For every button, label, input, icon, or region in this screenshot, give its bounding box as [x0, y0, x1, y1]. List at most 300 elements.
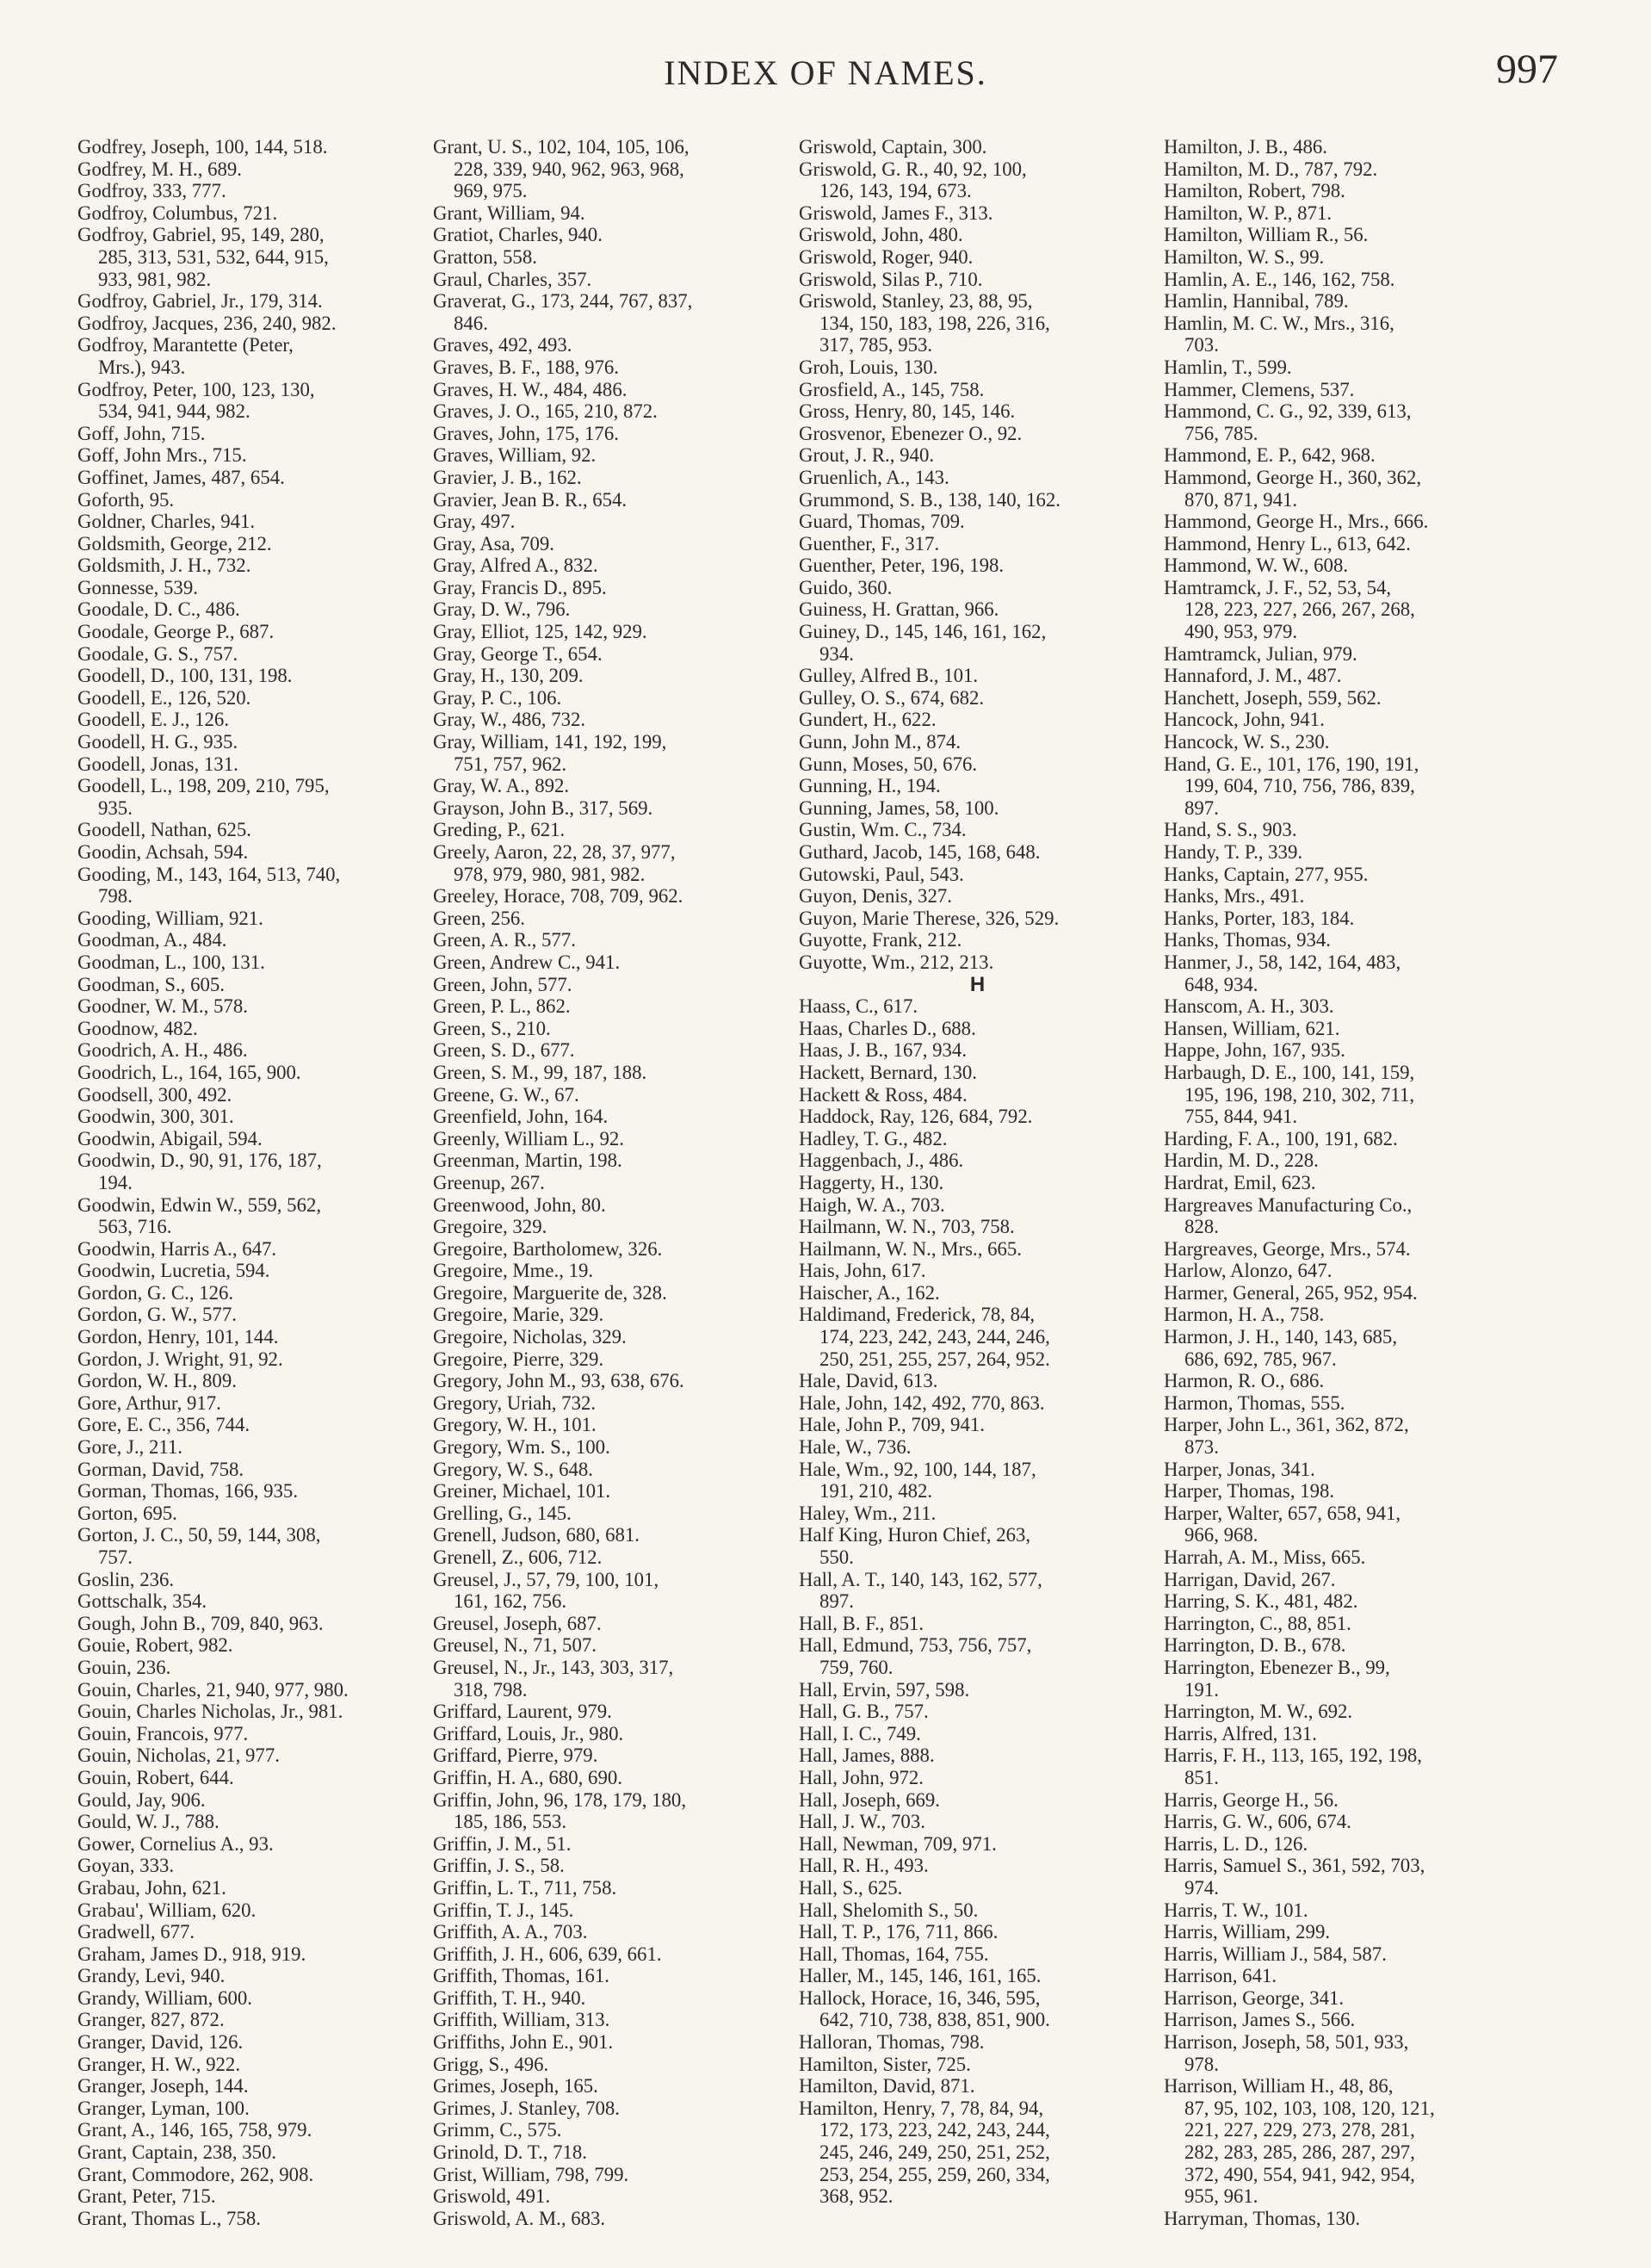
entry-line: Gordon, Henry, 101, 144.	[77, 1326, 279, 1348]
entry-line: Hamlin, A. E., 146, 162, 758.	[1164, 268, 1395, 290]
entry-continuation: 550.	[819, 1546, 854, 1568]
entry-line: Gregory, W. S., 648.	[433, 1458, 593, 1480]
entry-line: Grant, Peter, 715.	[77, 2185, 216, 2208]
entry-line: Grelling, G., 145.	[433, 1502, 572, 1524]
entry-line: Hamlin, M. C. W., Mrs., 316,	[1164, 312, 1394, 334]
index-entry	[1164, 709, 1521, 731]
entry-line: Gray, D. W., 796.	[433, 598, 571, 621]
entry-line: Hanchett, Joseph, 559, 562.	[1164, 686, 1382, 709]
index-entry	[433, 1128, 790, 1150]
entry-line: Hanks, Mrs., 491.	[1164, 885, 1305, 908]
entry-line: Griswold, A. M., 683.	[433, 2207, 606, 2229]
entry-line: Harper, Jonas, 341.	[1164, 1458, 1315, 1480]
index-entry	[77, 1106, 435, 1128]
index-entry	[433, 1524, 790, 1546]
index-entry	[1164, 841, 1521, 864]
entry-line: Hanks, Captain, 277, 955.	[1164, 863, 1369, 885]
entry-line: Happe, John, 167, 935.	[1164, 1039, 1345, 1062]
index-entry	[433, 2075, 790, 2098]
index-entry	[1164, 643, 1521, 666]
entry-line: Green, S. D., 677.	[433, 1039, 575, 1062]
index-entry	[1164, 2031, 1521, 2075]
index-entry	[799, 1524, 1156, 1568]
entry-line: Godfroy, Marantette (Peter,	[77, 334, 294, 356]
index-entry	[799, 2031, 1156, 2054]
entry-continuation: 191, 210, 482.	[819, 1480, 933, 1503]
index-entry	[1164, 577, 1521, 643]
entry-line: Green, 256.	[433, 907, 525, 929]
index-entry	[433, 269, 790, 291]
entry-line: Gross, Henry, 80, 145, 146.	[799, 400, 1016, 423]
entry-continuation: 253, 254, 255, 259, 260, 334,	[819, 2163, 1050, 2185]
entry-continuation: 318, 798.	[454, 1678, 528, 1701]
entry-line: Greusel, J., 57, 79, 100, 101,	[433, 1568, 659, 1590]
index-entry	[433, 444, 790, 467]
entry-line: Hanks, Thomas, 934.	[1164, 929, 1331, 951]
entry-continuation: 873.	[1184, 1436, 1219, 1459]
index-entry	[1164, 951, 1521, 995]
entry-continuation: 755, 844, 941.	[1184, 1106, 1298, 1128]
entry-line: Graves, William, 92.	[433, 444, 597, 467]
entry-line: Haldimand, Frederick, 78, 84,	[799, 1304, 1036, 1326]
entry-line: Grant, William, 94.	[433, 201, 585, 224]
entry-line: Haddock, Ray, 126, 684, 792.	[799, 1106, 1033, 1128]
entry-line: Harmon, Thomas, 555.	[1164, 1391, 1345, 1414]
index-entry	[799, 1899, 1156, 1922]
index-entry	[77, 1723, 435, 1745]
index-entry	[433, 1767, 790, 1789]
entry-line: Griffin, H. A., 680, 690.	[433, 1766, 622, 1788]
index-entry	[799, 1723, 1156, 1745]
index-entry	[433, 1282, 790, 1304]
index-entry	[433, 555, 790, 577]
index-entry	[77, 1018, 435, 1040]
index-entry	[77, 1436, 435, 1459]
entry-line: Gunn, John M., 874.	[799, 731, 962, 753]
index-entry	[77, 2208, 435, 2230]
index-entry	[77, 775, 435, 819]
index-entry	[77, 2119, 435, 2141]
index-entry	[1164, 1613, 1521, 1635]
entry-line: Godfroy, Jacques, 236, 240, 982.	[77, 312, 337, 334]
index-entry	[77, 1238, 435, 1261]
entry-line: Graves, B. F., 188, 976.	[433, 356, 620, 378]
entry-line: Gray, Asa, 709.	[433, 532, 554, 555]
entry-line: Goffinet, James, 487, 654.	[77, 466, 285, 488]
index-entry	[433, 1657, 790, 1701]
entry-line: Harper, Thomas, 198.	[1164, 1480, 1335, 1503]
entry-line: Gordon, G. W., 577.	[77, 1304, 237, 1326]
index-entry	[77, 180, 435, 202]
entry-line: Gradwell, 677.	[77, 1921, 195, 1943]
entry-line: Griswold, James F., 313.	[799, 201, 993, 224]
index-entry	[433, 775, 790, 797]
entry-line: Gonnesse, 539.	[77, 576, 198, 598]
entry-continuation: 934.	[819, 642, 854, 665]
entry-line: Guiney, D., 145, 146, 161, 162,	[799, 621, 1047, 643]
entry-continuation: 285, 313, 531, 532, 644, 915,	[98, 245, 329, 268]
index-entry	[433, 334, 790, 356]
index-entry	[433, 1149, 790, 1172]
index-entry	[433, 621, 790, 643]
index-entry	[799, 444, 1156, 467]
index-entry	[77, 1260, 435, 1282]
section-letter	[799, 974, 1156, 996]
index-entry	[1164, 1744, 1521, 1788]
entry-line: Godfroy, Columbus, 721.	[77, 201, 278, 224]
index-entry	[433, 1084, 790, 1106]
index-entry	[799, 356, 1156, 379]
entry-line: Gouin, Francois, 977.	[77, 1722, 249, 1744]
entry-continuation: 282, 283, 285, 286, 287, 297,	[1184, 2141, 1415, 2164]
index-entry	[77, 2141, 435, 2164]
index-entry	[433, 731, 790, 775]
entry-line: Hale, John P., 709, 941.	[799, 1414, 985, 1436]
entry-continuation: 174, 223, 242, 243, 244, 246,	[819, 1326, 1050, 1348]
entry-line: Granger, David, 126.	[77, 2031, 244, 2054]
entry-line: Guiness, H. Grattan, 966.	[799, 598, 999, 621]
index-entry	[1164, 180, 1521, 202]
index-entry	[77, 1480, 435, 1503]
index-column-2	[433, 136, 790, 2229]
entry-line: Harrison, William H., 48, 86,	[1164, 2075, 1394, 2098]
entry-line: Godfroy, 333, 777.	[77, 180, 226, 202]
index-entry	[77, 1304, 435, 1326]
entry-line: Hamilton, J. B., 486.	[1164, 136, 1327, 158]
entry-line: Goodwin, 300, 301.	[77, 1106, 234, 1128]
index-entry	[77, 2164, 435, 2186]
index-entry	[433, 1855, 790, 1877]
index-entry	[77, 1128, 435, 1150]
index-entry	[799, 467, 1156, 489]
entry-line: Griffin, J. M., 51.	[433, 1832, 572, 1855]
index-entry	[799, 423, 1156, 445]
index-entry	[1164, 1833, 1521, 1856]
entry-line: Goodell, Nathan, 625.	[77, 819, 251, 841]
entry-line: Goodell, L., 198, 209, 210, 795,	[77, 775, 330, 797]
index-entry	[77, 1965, 435, 1987]
index-entry	[799, 246, 1156, 269]
index-entry	[799, 224, 1156, 246]
entry-line: Griffin, John, 96, 178, 179, 180,	[433, 1788, 687, 1811]
index-entry	[799, 1304, 1156, 1370]
index-entry	[77, 1634, 435, 1657]
entry-line: Hall, Shelomith S., 50.	[799, 1899, 979, 1921]
index-entry	[799, 158, 1156, 202]
entry-line: Goodsell, 300, 492.	[77, 1083, 232, 1106]
index-entry	[1164, 290, 1521, 313]
entry-line: Gooding, William, 921.	[77, 907, 263, 929]
index-entry	[799, 1921, 1156, 1943]
index-entry	[799, 1414, 1156, 1436]
entry-continuation: 870, 871, 941.	[1184, 488, 1298, 511]
index-entry	[77, 1370, 435, 1392]
index-entry	[433, 709, 790, 731]
index-entry	[1164, 819, 1521, 841]
entry-line: Grabau', William, 620.	[77, 1899, 257, 1921]
entry-line: Harris, Alfred, 131.	[1164, 1722, 1317, 1744]
entry-line: Hall, G. B., 757.	[799, 1701, 929, 1723]
index-entry	[433, 356, 790, 379]
entry-line: Harmon, H. A., 758.	[1164, 1304, 1325, 1326]
index-entry	[77, 1899, 435, 1922]
entry-line: Griswold, Silas P., 710.	[799, 268, 983, 290]
index-entry	[433, 908, 790, 930]
entry-line: Grummond, S. B., 138, 140, 162.	[799, 488, 1060, 511]
entry-line: Greusel, N., Jr., 143, 303, 317,	[433, 1656, 674, 1678]
entry-continuation: 372, 490, 554, 941, 942, 954,	[1184, 2163, 1415, 2185]
entry-line: Harrington, D. B., 678.	[1164, 1634, 1346, 1657]
entry-line: Gregoire, Nicholas, 329.	[433, 1326, 627, 1348]
index-entry	[433, 797, 790, 820]
entry-line: Gouin, Charles, 21, 940, 977, 980.	[77, 1678, 349, 1701]
entry-continuation: 245, 246, 249, 250, 251, 252,	[819, 2141, 1050, 2164]
entry-line: Goff, John Mrs., 715.	[77, 444, 247, 467]
index-entry	[799, 1084, 1156, 1106]
index-entry	[1164, 1723, 1521, 1745]
index-entry	[77, 423, 435, 445]
index-entry	[433, 1436, 790, 1459]
index-entry	[77, 1590, 435, 1613]
entry-continuation: 969, 975.	[454, 180, 528, 202]
index-entry	[77, 1657, 435, 1679]
entry-line: Hall, Newman, 709, 971.	[799, 1832, 997, 1855]
index-entry	[1164, 1194, 1521, 1238]
index-entry	[77, 1701, 435, 1723]
index-entry	[433, 1370, 790, 1392]
entry-line: Granger, H. W., 922.	[77, 2053, 241, 2075]
entry-line: Gregoire, Mme., 19.	[433, 1260, 594, 1282]
entry-line: Greely, Aaron, 22, 28, 37, 977,	[433, 841, 676, 863]
index-entry	[1164, 1018, 1521, 1040]
index-entry	[799, 1106, 1156, 1128]
entry-line: Goodale, George P., 687.	[77, 621, 275, 643]
index-entry	[77, 665, 435, 687]
entry-line: Griffith, A. A., 703.	[433, 1921, 588, 1943]
index-entry	[1164, 1370, 1521, 1392]
index-entry	[77, 1987, 435, 2010]
entry-continuation: 756, 785.	[1184, 422, 1258, 444]
entry-line: Griffith, J. H., 606, 639, 661.	[433, 1943, 662, 1965]
index-entry	[77, 1943, 435, 1966]
entry-line: Grenell, Z., 606, 712.	[433, 1546, 603, 1568]
index-entry	[1164, 444, 1521, 467]
entry-line: Hamlin, Hannibal, 789.	[1164, 290, 1349, 313]
entry-line: Goodell, D., 100, 131, 198.	[77, 665, 293, 687]
index-entry	[799, 511, 1156, 533]
index-entry	[77, 1149, 435, 1193]
index-entry	[77, 1833, 435, 1856]
entry-line: Hammond, George H., 360, 362,	[1164, 466, 1422, 488]
entry-line: Hall, S., 625.	[799, 1876, 903, 1899]
entry-line: Green, A. R., 577.	[433, 929, 576, 951]
entry-line: Harbaugh, D. E., 100, 141, 159,	[1164, 1061, 1415, 1083]
index-entry	[799, 1634, 1156, 1678]
entry-line: Grabau, John, 621.	[77, 1876, 226, 1899]
index-entry	[77, 379, 435, 423]
index-entry	[77, 2054, 435, 2076]
entry-line: Gordon, W. H., 809.	[77, 1370, 237, 1392]
index-entry	[433, 1613, 790, 1635]
index-entry	[77, 1392, 435, 1415]
index-entry	[433, 1106, 790, 1128]
index-entry	[799, 1877, 1156, 1899]
entry-line: Guard, Thomas, 709.	[799, 511, 965, 533]
entry-line: Goldsmith, George, 212.	[77, 532, 272, 555]
entry-line: Goodwin, Lucretia, 594.	[77, 1260, 270, 1282]
entry-line: Hailmann, W. N., Mrs., 665.	[799, 1237, 1022, 1260]
entry-line: Grimes, Joseph, 165.	[433, 2075, 598, 2098]
entry-line: Goyan, 333.	[77, 1855, 175, 1877]
index-entry	[433, 995, 790, 1018]
entry-line: Gregoire, Marie, 329.	[433, 1304, 604, 1326]
entry-line: Graverat, G., 173, 244, 767, 837,	[433, 290, 693, 313]
index-entry	[1164, 1459, 1521, 1481]
entry-line: Gulley, Alfred B., 101.	[799, 665, 979, 687]
entry-line: Gould, W. J., 788.	[77, 1811, 220, 1833]
entry-line: Harrison, 641.	[1164, 1965, 1277, 1987]
entry-line: Goslin, 236.	[77, 1568, 175, 1590]
entry-line: Hadley, T. G., 482.	[799, 1127, 948, 1149]
entry-continuation: Mrs.), 943.	[98, 356, 186, 378]
entry-line: Haischer, A., 162.	[799, 1281, 940, 1304]
entry-line: Hanmer, J., 58, 142, 164, 483,	[1164, 951, 1401, 973]
index-entry	[799, 379, 1156, 401]
entry-line: Hall, T. P., 176, 711, 866.	[799, 1921, 999, 1943]
entry-line: Gorton, J. C., 50, 59, 144, 308,	[77, 1524, 321, 1546]
index-entry	[799, 577, 1156, 599]
index-entry	[1164, 885, 1521, 908]
entry-line: Griffard, Laurent, 979.	[433, 1701, 612, 1723]
entry-line: Hackett & Ross, 484.	[799, 1083, 968, 1106]
entry-line: Green, Andrew C., 941.	[433, 951, 621, 973]
entry-line: Goodell, E. J., 126.	[77, 709, 230, 731]
entry-line: Hamilton, W. S., 99.	[1164, 245, 1325, 268]
index-entry	[1164, 1282, 1521, 1304]
entry-line: Harrah, A. M., Miss, 665.	[1164, 1546, 1366, 1568]
entry-line: Graul, Charles, 357.	[433, 268, 592, 290]
index-entry	[1164, 1480, 1521, 1503]
entry-line: Gray, Elliot, 125, 142, 929.	[433, 621, 647, 643]
entry-line: Hailmann, W. N., 703, 758.	[799, 1216, 1015, 1238]
entry-line: Hamilton, M. D., 787, 792.	[1164, 158, 1378, 180]
entry-line: Guenther, Peter, 196, 198.	[799, 555, 1005, 577]
index-entry	[77, 2009, 435, 2031]
index-entry	[1164, 2075, 1521, 2208]
index-column-3	[799, 136, 1156, 2208]
index-entry	[433, 1172, 790, 1194]
index-entry	[1164, 1921, 1521, 1943]
entry-line: Grosfield, A., 145, 758.	[799, 378, 985, 400]
index-entry	[799, 1018, 1156, 1040]
entry-line: Graves, 492, 493.	[433, 334, 572, 356]
entry-line: Gregory, W. H., 101.	[433, 1414, 597, 1436]
entry-line: Harrington, M. W., 692.	[1164, 1701, 1353, 1723]
entry-line: Granger, Lyman, 100.	[77, 2097, 250, 2119]
index-entry	[433, 819, 790, 841]
index-entry	[799, 753, 1156, 776]
index-entry	[433, 643, 790, 666]
entry-line: Gordon, J. Wright, 91, 92.	[77, 1348, 283, 1370]
entry-line: Gustin, Wm. C., 734.	[799, 819, 967, 841]
entry-line: Grant, A., 146, 165, 758, 979.	[77, 2119, 312, 2141]
entry-line: Gunning, H., 194.	[799, 775, 941, 797]
index-entry	[433, 511, 790, 533]
index-entry	[433, 687, 790, 710]
entry-line: Gregoire, 329.	[433, 1216, 547, 1238]
index-entry	[77, 841, 435, 864]
index-entry	[77, 1348, 435, 1371]
index-entry	[1164, 1987, 1521, 2010]
entry-line: Gray, H., 130, 209.	[433, 665, 584, 687]
entry-line: Goldner, Charles, 941.	[77, 511, 256, 533]
index-entry	[1164, 1128, 1521, 1150]
index-entry	[1164, 1260, 1521, 1282]
entry-line: Griswold, Captain, 300.	[799, 136, 987, 158]
index-entry	[799, 775, 1156, 797]
entry-line: Goodale, D. C., 486.	[77, 598, 240, 621]
index-entry	[799, 908, 1156, 930]
index-entry	[1164, 379, 1521, 401]
entry-line: Harrison, James S., 566.	[1164, 2009, 1356, 2031]
index-entry	[1164, 1172, 1521, 1194]
entry-line: Harris, William J., 584, 587.	[1164, 1943, 1387, 1965]
index-entry	[433, 1503, 790, 1525]
entry-line: Hamilton, Robert, 798.	[1164, 180, 1345, 202]
entry-line: Gouin, Nicholas, 21, 977.	[77, 1744, 280, 1767]
entry-line: Goodrich, A. H., 486.	[77, 1039, 248, 1062]
index-entry	[1164, 1039, 1521, 1062]
index-entry	[799, 819, 1156, 841]
index-entry	[433, 1392, 790, 1415]
index-entry	[433, 1459, 790, 1481]
index-entry	[1164, 400, 1521, 444]
index-entry	[433, 1480, 790, 1503]
entry-line: Haley, Wm., 211.	[799, 1502, 937, 1524]
entry-line: Hammer, Clemens, 537.	[1164, 378, 1355, 400]
entry-line: Gore, E. C., 356, 744.	[77, 1414, 250, 1436]
index-entry	[1164, 1392, 1521, 1415]
entry-line: Green, John, 577.	[433, 973, 572, 995]
index-entry	[433, 1018, 790, 1040]
entry-line: Haggerty, H., 130.	[799, 1171, 944, 1193]
entry-line: Greusel, Joseph, 687.	[433, 1612, 602, 1634]
entry-line: Gouie, Robert, 982.	[77, 1634, 233, 1657]
entry-line: Goodwin, Abigail, 594.	[77, 1127, 263, 1149]
entry-line: Griffith, Thomas, 161.	[433, 1965, 609, 1987]
entry-line: Goodman, A., 484.	[77, 929, 227, 951]
entry-continuation: 966, 968.	[1184, 1524, 1258, 1546]
index-entry	[77, 643, 435, 666]
entry-line: Hanscom, A. H., 303.	[1164, 995, 1334, 1018]
index-entry	[1164, 555, 1521, 577]
entry-line: Graves, John, 175, 176.	[433, 422, 619, 444]
entry-line: Harrington, Ebenezer B., 99,	[1164, 1656, 1390, 1678]
entry-line: Grandy, William, 600.	[77, 1986, 252, 2009]
index-entry	[433, 1634, 790, 1657]
index-entry	[1164, 687, 1521, 710]
index-entry	[77, 951, 435, 974]
index-entry	[799, 885, 1156, 908]
index-entry	[799, 2075, 1156, 2098]
entry-line: Hanks, Porter, 183, 184.	[1164, 907, 1355, 929]
entry-line: Hamilton, David, 871.	[799, 2075, 975, 2098]
index-entry	[1164, 1657, 1521, 1701]
index-entry	[77, 555, 435, 577]
entry-line: Grigg, S., 496.	[433, 2053, 549, 2075]
index-entry	[1164, 995, 1521, 1018]
index-entry	[433, 1921, 790, 1943]
